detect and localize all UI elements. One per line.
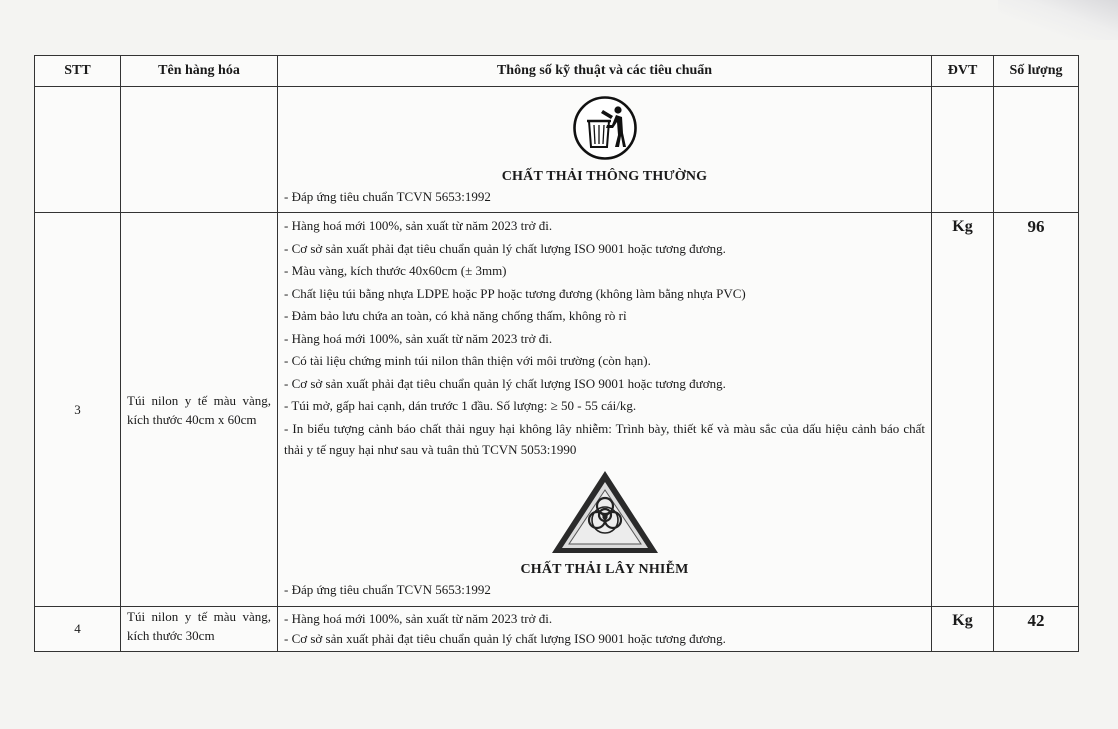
header-name: Tên hàng hóa: [121, 56, 278, 87]
row4-unit: Kg: [932, 607, 994, 652]
header-row: [35, 56, 1079, 87]
row3-line-2: - Màu vàng, kích thước 40x60cm (± 3mm): [284, 263, 507, 278]
row3-qty: 96: [994, 213, 1079, 607]
row3-line-3: - Chất liệu túi bằng nhựa LDPE hoặc PP hoặc tương đương (không làm bằng nhựa PVC): [284, 285, 746, 301]
biohazard-icon-wrap: [284, 468, 925, 556]
row3-line-8: - Túi mở, gấp hai cạnh, dán trước 1 đầu. Số lượng: ≥ 50 - 55 cái/kg.: [284, 398, 637, 413]
header-stt: STT: [35, 56, 121, 87]
row4-line-0: - Hàng hoá mới 100%, sản xuất từ năm 2023 trở đi.: [284, 611, 553, 626]
page-curl-shadow: [998, 0, 1118, 40]
table-row-continued: [35, 87, 1079, 213]
bin-icon-wrap: [284, 95, 925, 161]
row3-long-line: - In biểu tượng cảnh báo chất thải nguy hại không lây nhiễm: Trình bày, thiết kế và màu sắc của dấu hiệu cảnh báo chất thải y tế nguy hại như sau và tuân thủ TCVN 5053:1990: [284, 420, 925, 457]
header-unit: ĐVT: [932, 56, 994, 87]
row4-name-cell: [121, 607, 278, 652]
cont-qty-cell: [994, 87, 1079, 213]
row3-standard-line: - Đáp ứng tiêu chuẩn TCVN 5653:1992: [284, 581, 491, 597]
row4-stt: 4: [35, 607, 121, 652]
row3-spec-cell: [278, 213, 932, 607]
cont-unit-cell: [932, 87, 994, 213]
spec-table: [34, 55, 1079, 652]
row3-line-5: - Hàng hoá mới 100%, sản xuất từ năm 2023 trở đi.: [284, 330, 553, 346]
row4-spec-cell: [278, 607, 932, 652]
row3-line-1: - Cơ sở sản xuất phải đạt tiêu chuẩn quản lý chất lượng ISO 9001 hoặc tương đương.: [284, 240, 726, 256]
row3-stt: 3: [35, 213, 121, 607]
cont-spec-cell: [278, 87, 932, 213]
cont-name-cell: [121, 87, 278, 213]
row3-name-cell: [121, 213, 278, 607]
cont-stt-cell: [35, 87, 121, 213]
biohazard-warning-icon: [549, 468, 661, 556]
table-row-3: [35, 213, 1079, 607]
row3-unit: Kg: [932, 213, 994, 607]
caption-infectious-waste: CHẤT THẢI LÂY NHIỄM: [520, 561, 689, 577]
cont-standard-line: - Đáp ứng tiêu chuẩn TCVN 5653:1992: [284, 189, 491, 204]
caption-general-waste: CHẤT THẢI THÔNG THƯỜNG: [501, 169, 708, 184]
row4-qty: 42: [994, 607, 1079, 652]
row4-line-1: - Cơ sở sản xuất phải đạt tiêu chuẩn quản lý chất lượng ISO 9001 hoặc tương đương.: [284, 631, 726, 646]
trash-bin-person-icon: [572, 95, 638, 161]
row3-line-4: - Đảm bảo lưu chứa an toàn, có khả năng chống thấm, không rò rỉ: [284, 308, 627, 323]
header-spec: Thông số kỹ thuật và các tiêu chuẩn: [278, 56, 932, 87]
row3-line-6: - Có tài liệu chứng minh túi nilon thân thiện với môi trường (còn hạn).: [284, 353, 651, 368]
header-qty: Số lượng: [994, 56, 1079, 87]
table-row-4: [35, 607, 1079, 652]
row4-name: Túi nilon y tế màu vàng, kích thước 30cm: [127, 609, 271, 643]
row3-line-7: - Cơ sở sản xuất phải đạt tiêu chuẩn quản lý chất lượng ISO 9001 hoặc tương đương.: [284, 375, 726, 391]
row3-name: Túi nilon y tế màu vàng, kích thước 40cm x 60cm: [127, 392, 271, 427]
row3-line-0: - Hàng hoá mới 100%, sản xuất từ năm 2023 trở đi.: [284, 218, 553, 233]
